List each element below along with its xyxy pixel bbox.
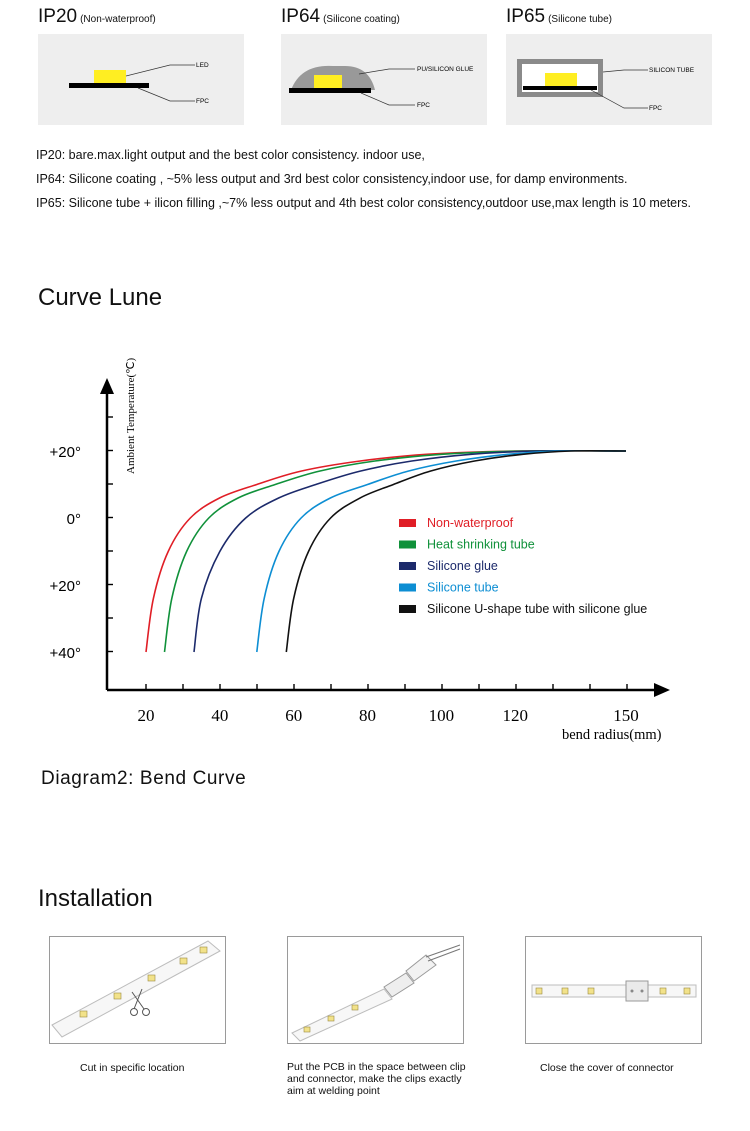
ip64-description: IP64: Silicone coating , ~5% less output and 3rd best color consistency,indoor use, for damp environments. xyxy=(36,172,628,186)
ip65-diagram xyxy=(506,34,712,125)
led-strip xyxy=(52,941,220,1037)
ip64-code: IP64 xyxy=(281,6,321,27)
fpc-strip xyxy=(289,88,371,93)
led-chip xyxy=(314,75,342,88)
y-tick-label: +20° xyxy=(49,444,81,461)
ip64-note: (Silicone coating) xyxy=(323,14,400,25)
install-step-2-caption: Put the PCB in the space between clip and connector, make the clips exactly aim at welding point xyxy=(287,1061,466,1097)
legend-label: Silicone tube xyxy=(427,580,499,595)
ip20-code: IP20 xyxy=(38,6,78,27)
legend-swatch xyxy=(399,584,416,592)
bend-curve-chart xyxy=(0,340,750,760)
ip64-label-glue: PU/SILICON GLUE xyxy=(417,66,474,73)
ip65-heading xyxy=(506,6,612,28)
diagram-caption: Diagram2: Bend Curve xyxy=(41,768,247,789)
x-tick-label: 20 xyxy=(137,706,155,725)
legend-swatch xyxy=(399,562,416,570)
x-tick-label: 150 xyxy=(613,706,639,725)
series-line xyxy=(165,451,627,652)
series-line xyxy=(146,451,626,652)
ip65-code: IP65 xyxy=(506,6,546,27)
install-step-1-caption: Cut in specific location xyxy=(80,1062,185,1074)
x-tick-label: 100 xyxy=(428,706,455,725)
y-tick-label: 0° xyxy=(66,511,81,528)
legend-swatch xyxy=(399,605,416,613)
install-step-3-caption: Close the cover of connector xyxy=(540,1062,674,1074)
curve-section-title: Curve Lune xyxy=(38,284,163,311)
y-axis-label: Ambient Temperature(℃) xyxy=(125,357,137,474)
legend-swatch xyxy=(399,541,416,549)
led-chip xyxy=(545,73,577,86)
legend-label: Silicone glue xyxy=(427,559,498,573)
install-step-1-image xyxy=(49,936,226,1044)
connector-clip xyxy=(406,955,436,981)
y-tick-label: +20° xyxy=(49,578,81,595)
ip20-label-fpc: FPC xyxy=(196,98,209,105)
series-line xyxy=(194,451,626,652)
x-tick-label: 80 xyxy=(359,706,377,725)
ip65-label-tube: SILICON TUBE xyxy=(649,67,695,74)
legend-label: Heat shrinking tube xyxy=(427,537,535,552)
ip64-heading xyxy=(281,6,400,28)
ip65-description: IP65: Silicone tube + ilicon filling ,~7% less output and 4th best color consistency,outdoor use,max length is 10 meters. xyxy=(36,196,691,210)
ip20-diagram xyxy=(38,34,244,125)
x-axis-label: bend radius(mm) xyxy=(562,727,662,743)
legend-label: Silicone U-shape tube with silicone glue xyxy=(427,602,648,616)
install-step-3-image xyxy=(525,936,702,1044)
connector-closed xyxy=(626,981,648,1001)
x-tick-label: 60 xyxy=(285,706,303,725)
ip64-diagram xyxy=(281,34,487,125)
y-axis-arrow xyxy=(100,378,114,394)
fpc-strip xyxy=(523,86,597,90)
ip20-note: (Non-waterproof) xyxy=(80,14,156,25)
fpc-strip xyxy=(69,83,149,88)
ip64-label-fpc: FPC xyxy=(417,102,430,109)
installation-title: Installation xyxy=(38,885,153,912)
install-step-2-image xyxy=(287,936,464,1044)
legend-swatch xyxy=(399,519,416,527)
x-axis-arrow xyxy=(654,683,670,697)
y-tick-label: +40° xyxy=(49,645,81,662)
ip65-note: (Silicone tube) xyxy=(548,14,613,25)
led-strip xyxy=(532,985,696,997)
ip20-description: IP20: bare.max.light output and the best color consistency. indoor use, xyxy=(36,148,425,162)
x-tick-label: 40 xyxy=(211,706,229,725)
led-strip xyxy=(292,989,392,1041)
connector xyxy=(384,973,414,997)
x-tick-label: 120 xyxy=(502,706,528,725)
ip20-heading xyxy=(38,6,156,28)
ip65-label-fpc: FPC xyxy=(649,105,662,112)
led-chip xyxy=(94,70,126,83)
legend-label: Non-waterproof xyxy=(427,516,514,530)
ip20-label-led: LED xyxy=(196,62,209,69)
